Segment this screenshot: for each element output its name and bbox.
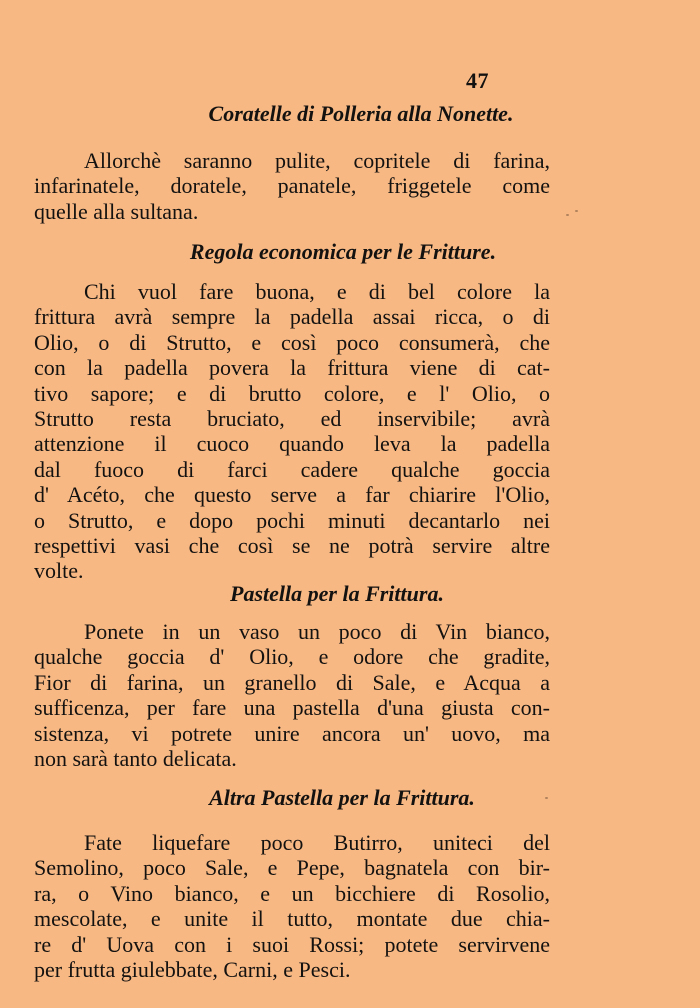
text-line: per frutta giulebbate, Carni, e Pesci. [34, 956, 351, 982]
section-title-coratelle: Coratelle di Polleria alla Nonette. [208, 101, 514, 126]
text-line: volte. [34, 558, 84, 584]
text-line: sufficenza, per fare una pastella d'una giusta con- [34, 695, 550, 721]
print-speck [566, 214, 569, 216]
text-line: attenzione il cuoco quando leva la padella [34, 431, 550, 457]
text-line: quelle alla sultana. [34, 198, 199, 224]
text-line: frittura avrà sempre la padella assai ricca, o di [34, 304, 550, 330]
text-line: ra, o Vino bianco, e un bicchiere di Rosolio, [34, 880, 550, 906]
text-line: Fate liquefare poco Butirro, uniteci del [84, 830, 550, 855]
section-title-altra-pastella: Altra Pastella per la Frittura. [209, 785, 475, 810]
print-speck [575, 210, 578, 212]
paragraph-coratelle [34, 148, 550, 224]
text-line: re d' Uova con i suoi Rossi; potete servirvene [34, 931, 550, 957]
text-line: qualche goccia d' Olio, e odore che gradite, [34, 644, 550, 670]
text-line: Strutto resta bruciato, ed inservibile; avrà [34, 405, 550, 431]
paragraph-altra-pastella [34, 830, 550, 982]
text-line: Chi vuol fare buona, e di bel colore la [84, 279, 550, 304]
text-line: Allorchè saranno pulite, copritele di farina, [84, 148, 550, 173]
text-line: respettivi vasi che così se ne potrà servire altre [34, 532, 550, 558]
text-line: infarinatele, doratele, panatele, friggetele come [34, 173, 550, 199]
text-line: Olio, o di Strutto, e così poco consumerà, che [34, 329, 550, 355]
text-line: non sarà tanto delicata. [34, 745, 237, 771]
text-line: Semolino, poco Sale, e Pepe, bagnatela con bir- [34, 855, 550, 881]
text-line: Fior di farina, un granello di Sale, e Acqua a [34, 669, 550, 695]
text-line: o Strutto, e dopo pochi minuti decantarlo nei [34, 507, 550, 533]
section-title-pastella: Pastella per la Frittura. [230, 581, 444, 606]
text-line: con la padella povera la frittura viene di cat- [34, 355, 550, 381]
page-number: 47 [466, 68, 489, 93]
text-line: mescolate, e unite il tutto, montate due chia- [34, 906, 550, 932]
text-line: Ponete in un vaso un poco di Vin bianco, [84, 619, 550, 644]
text-line: sistenza, vi potrete unire ancora un' uovo, ma [34, 720, 550, 746]
paragraph-pastella [34, 619, 550, 771]
text-line: tivo sapore; e di brutto colore, e l' Olio, o [34, 380, 550, 406]
paragraph-regola [34, 279, 550, 584]
section-title-regola: Regola economica per le Fritture. [189, 239, 497, 264]
text-line: dal fuoco di farci cadere qualche goccia [34, 456, 550, 482]
text-line: d' Acéto, che questo serve a far chiarire l'Olio, [34, 482, 550, 508]
print-speck [545, 797, 548, 799]
